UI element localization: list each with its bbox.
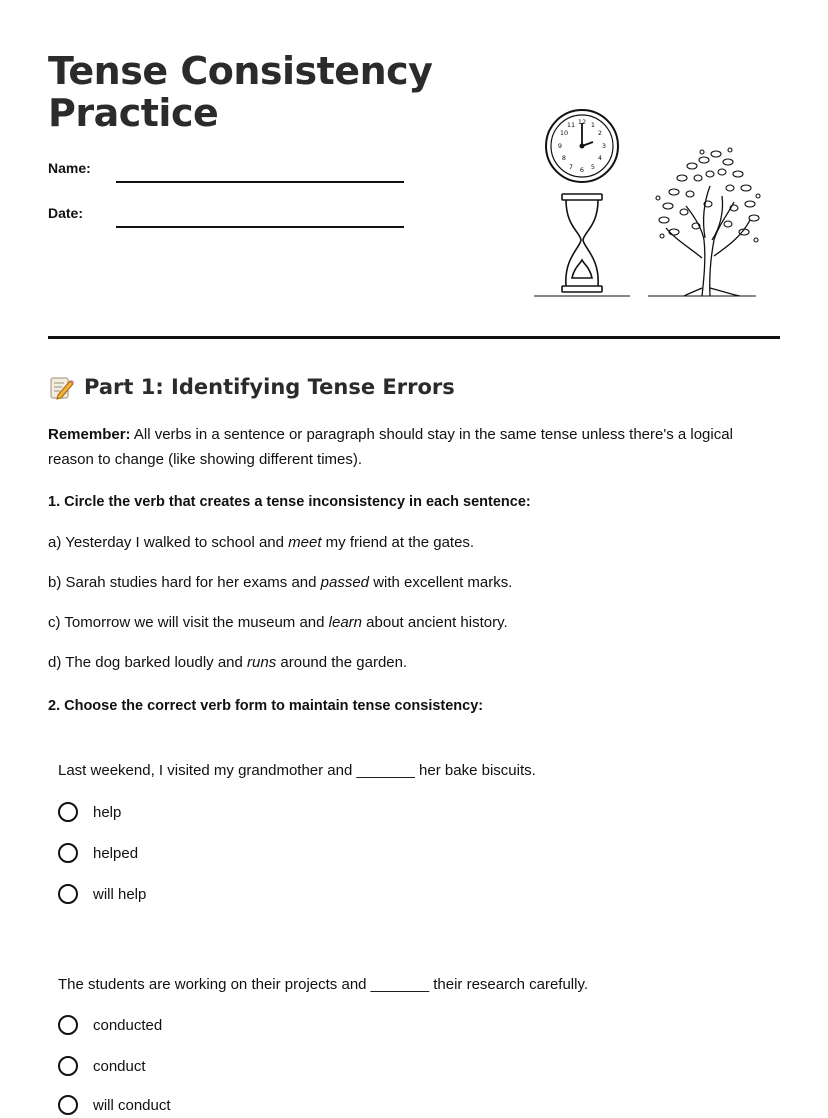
option-label: helped — [93, 844, 139, 862]
name-line[interactable] — [116, 181, 404, 183]
sentence-verb[interactable]: passed — [320, 574, 370, 591]
radio-option[interactable] — [58, 881, 146, 907]
illustrations — [534, 108, 762, 300]
remember-note — [48, 422, 768, 472]
sentence-a — [48, 534, 474, 551]
worksheet-page — [48, 0, 780, 1118]
radio-option[interactable] — [58, 1092, 171, 1118]
option-label: conduct — [93, 1057, 146, 1075]
part1-heading — [48, 374, 455, 400]
date-field — [48, 205, 408, 233]
sentence-verb[interactable]: learn — [328, 614, 363, 631]
sentence-b — [48, 574, 512, 591]
name-label: Name: — [48, 160, 91, 176]
svg-text:1: 1 — [590, 121, 596, 129]
radio-option[interactable] — [58, 1012, 162, 1038]
clock-icon — [546, 110, 618, 182]
option-label: will conduct — [93, 1096, 171, 1114]
svg-text:9: 9 — [557, 142, 563, 150]
remember-label: Remember: — [48, 426, 131, 443]
svg-text:3: 3 — [601, 142, 607, 150]
radio-option[interactable] — [58, 840, 138, 866]
sentence-d — [48, 654, 407, 671]
sentence-text: d) The dog barked loudly and — [48, 654, 248, 671]
sentence-c — [48, 614, 508, 631]
sentence-text: b) Sarah studies hard for her exams and — [48, 574, 321, 591]
radio-button[interactable] — [58, 843, 78, 863]
q1-instruction: 1. Circle the verb that creates a tense inconsistency in each sentence: — [48, 494, 531, 510]
sentence-text: c) Tomorrow we will visit the museum and — [48, 614, 329, 631]
sentence-verb[interactable]: meet — [288, 534, 322, 551]
svg-text:2: 2 — [597, 129, 603, 137]
header-divider — [48, 336, 780, 339]
remember-text: All verbs in a sentence or paragraph should stay in the same tense unless there's a logical reason to change (like showing different times). — [48, 426, 733, 468]
q2-instruction: 2. Choose the correct verb form to maintain tense consistency: — [48, 698, 484, 714]
name-field — [48, 160, 408, 188]
svg-text:7: 7 — [568, 163, 574, 171]
q2-item1-prompt: Last weekend, I visited my grandmother and _______ her bake biscuits. — [58, 762, 536, 779]
radio-button[interactable] — [58, 1015, 78, 1035]
date-label: Date: — [48, 205, 84, 221]
svg-text:4: 4 — [597, 154, 603, 162]
sentence-text: my friend at the gates. — [321, 534, 475, 551]
sentence-text: a) Yesterday I walked to school and — [48, 534, 289, 551]
svg-text:12: 12 — [577, 118, 587, 126]
page-title: Tense Consistency Practice — [48, 49, 433, 135]
date-line[interactable] — [116, 226, 404, 228]
radio-option[interactable] — [58, 1053, 146, 1079]
svg-text:10: 10 — [559, 129, 569, 137]
part1-title: Part 1: Identifying Tense Errors — [84, 375, 455, 399]
svg-text:5: 5 — [590, 163, 596, 171]
svg-text:6: 6 — [579, 166, 585, 174]
svg-text:8: 8 — [561, 154, 567, 162]
radio-button[interactable] — [58, 884, 78, 904]
q2-item2-prompt: The students are working on their projects and _______ their research carefully. — [58, 976, 589, 993]
tree-icon — [648, 148, 760, 296]
sentence-text: about ancient history. — [362, 614, 508, 631]
memo-icon — [48, 374, 74, 400]
sentence-text: with excellent marks. — [369, 574, 513, 591]
option-label: conducted — [93, 1016, 163, 1034]
svg-text:11: 11 — [566, 121, 576, 129]
hourglass-icon — [534, 194, 630, 296]
option-label: help — [93, 803, 122, 821]
radio-button[interactable] — [58, 1056, 78, 1076]
radio-option[interactable] — [58, 799, 121, 825]
sentence-verb[interactable]: runs — [247, 654, 277, 671]
option-label: will help — [93, 885, 147, 903]
radio-button[interactable] — [58, 802, 78, 822]
radio-button[interactable] — [58, 1095, 78, 1115]
sentence-text: around the garden. — [276, 654, 408, 671]
